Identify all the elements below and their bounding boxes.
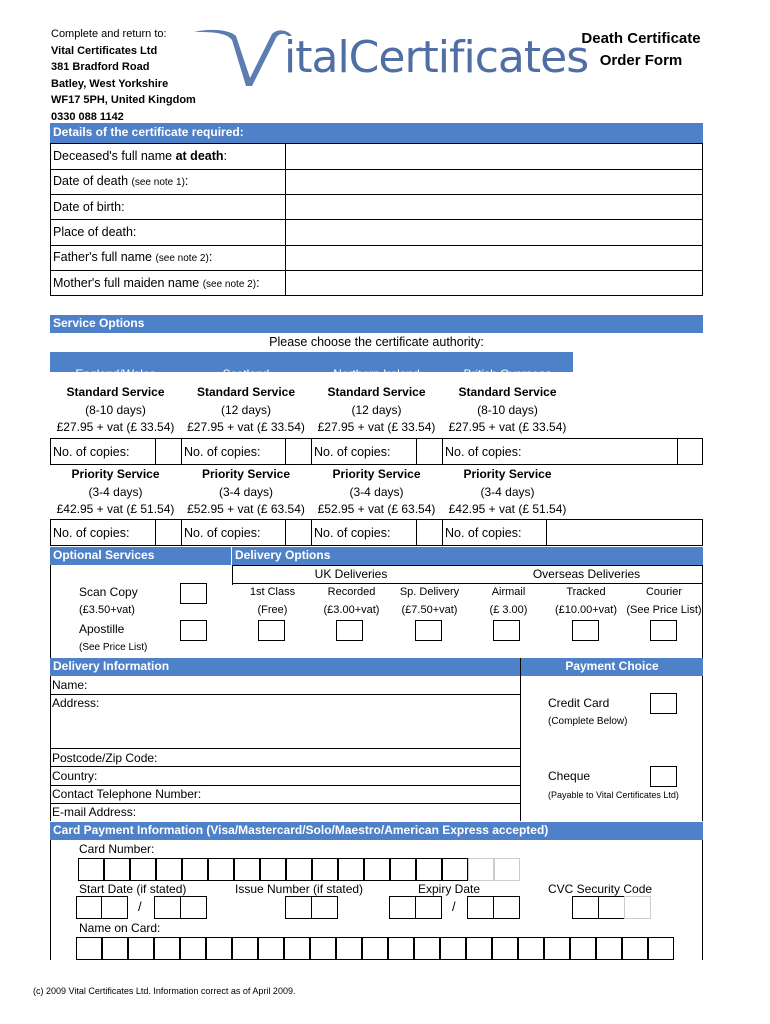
delivery-special-label: Sp. Delivery: [399, 586, 460, 598]
logo-text: italCertificates: [284, 32, 589, 83]
credit-card-checkbox[interactable]: [650, 693, 677, 714]
details-heading-bar: [50, 123, 703, 143]
std-copies-england-input[interactable]: [156, 439, 180, 464]
name-char-cell[interactable]: [570, 937, 596, 960]
name-char-cell[interactable]: [154, 937, 180, 960]
optional-heading-bar: [50, 547, 231, 565]
apostille-note: (See Price List): [79, 642, 148, 653]
pri-copies-overseas-input[interactable]: [547, 520, 571, 545]
issue-number-label: Issue Number (if stated): [235, 882, 364, 896]
card-digit-cell[interactable]: [182, 858, 208, 881]
pri-british-overseas: Priority Service (3-4 days) £42.95 + vat (£ 51.54): [448, 467, 567, 516]
delivery-courier-checkbox[interactable]: [650, 620, 677, 641]
postcode-label: Postcode/Zip Code:: [52, 751, 158, 765]
name-char-cell[interactable]: [258, 937, 284, 960]
std-england: Standard Service (8-10 days) £27.95 + vat (£ 33.54): [56, 385, 175, 434]
return-line: 381 Bradford Road: [51, 61, 150, 73]
issue-number-cell[interactable]: [311, 896, 338, 919]
name-char-cell[interactable]: [128, 937, 154, 960]
delivery-info-heading: Delivery Information: [53, 659, 170, 673]
card-digit-cell[interactable]: [468, 858, 494, 881]
uk-deliveries-heading: UK Deliveries: [314, 567, 388, 581]
cvc-cell[interactable]: [624, 896, 651, 919]
start-date-slash: /: [138, 899, 142, 914]
return-line: 0330 088 1142: [51, 110, 124, 123]
return-line: Complete and return to:: [51, 28, 167, 40]
pri-scotland: Priority Service (3-4 days) £52.95 + vat (£ 63.54): [187, 467, 305, 516]
card-digit-cell[interactable]: [104, 858, 130, 881]
card-digit-cell[interactable]: [312, 858, 338, 881]
delivery-options-heading-bar: [232, 547, 703, 565]
card-digit-cell[interactable]: [234, 858, 260, 881]
mother-name-input[interactable]: [286, 271, 702, 295]
std-copies-overseas-label: No. of copies:: [445, 445, 522, 459]
postcode-input[interactable]: [170, 749, 519, 766]
card-digit-cell[interactable]: [130, 858, 156, 881]
name-on-card-label: Name on Card:: [79, 921, 161, 935]
delivery-airmail-price: (£ 3.00): [489, 604, 528, 616]
card-number-label: Card Number:: [79, 842, 155, 856]
name-char-cell[interactable]: [362, 937, 388, 960]
cheque-label: Cheque: [548, 769, 591, 783]
pri-copies-scotland-input[interactable]: [286, 520, 310, 545]
address-label: Address:: [52, 696, 100, 710]
std-scotland: Standard Service (12 days) £27.95 + vat (£ 33.54): [187, 385, 305, 434]
expiry-date-slash: /: [452, 899, 456, 914]
email-input[interactable]: [150, 804, 519, 821]
pri-copies-scotland-label: No. of copies:: [184, 526, 261, 540]
card-number-input[interactable]: [78, 858, 521, 881]
name-char-cell[interactable]: [466, 937, 492, 960]
name-char-cell[interactable]: [648, 937, 674, 960]
std-copies-england-label: No. of copies:: [53, 445, 130, 459]
pri-copies-ni-label: No. of copies:: [314, 526, 391, 540]
credit-card-label: Credit Card: [548, 696, 610, 710]
name-on-card-input[interactable]: [76, 937, 674, 960]
deceased-name-input[interactable]: [286, 144, 702, 169]
phone-input[interactable]: [220, 786, 519, 803]
place-of-death-label: Place of death:: [53, 225, 137, 239]
delivery-tracked-price: (£10.00+vat): [554, 604, 618, 616]
card-digit-cell[interactable]: [208, 858, 234, 881]
name-char-cell[interactable]: [622, 937, 648, 960]
apostille-checkbox[interactable]: [180, 620, 207, 641]
delivery-tracked-checkbox[interactable]: [572, 620, 599, 641]
expiry-year-cell[interactable]: [493, 896, 520, 919]
name-label: Name:: [52, 678, 88, 692]
form-title-line-2: Order Form: [599, 52, 683, 69]
form-title-line-1: Death Certificate: [581, 30, 701, 47]
authority-england: England/Wales: [75, 367, 156, 381]
pri-copies-england-label: No. of copies:: [53, 526, 130, 540]
card-digit-cell[interactable]: [260, 858, 286, 881]
pri-copies-ni-input[interactable]: [417, 520, 441, 545]
start-month-cell[interactable]: [76, 896, 102, 919]
card-digit-cell[interactable]: [442, 858, 468, 881]
start-month-cell[interactable]: [101, 896, 128, 919]
expiry-month-cell[interactable]: [415, 896, 442, 919]
delivery-info-heading-bar: [50, 658, 520, 676]
name-char-cell[interactable]: [310, 937, 336, 960]
pri-copies-overseas-label: No. of copies:: [445, 526, 522, 540]
return-line: Vital Certificates Ltd: [51, 44, 158, 57]
credit-card-note: (Complete Below): [548, 716, 628, 727]
name-char-cell[interactable]: [206, 937, 232, 960]
name-char-cell[interactable]: [76, 937, 102, 960]
card-digit-cell[interactable]: [78, 858, 104, 881]
scan-copy-price: (£3.50+vat): [79, 604, 135, 616]
scan-copy-label: Scan Copy: [79, 585, 138, 599]
date-of-birth-label: Date of birth:: [53, 200, 125, 214]
father-name-input[interactable]: [286, 246, 702, 270]
name-input[interactable]: [100, 677, 519, 694]
cvc-cell[interactable]: [572, 896, 599, 919]
std-copies-scotland-input[interactable]: [286, 439, 310, 464]
deceased-name-label: Deceased's full name at death:: [53, 149, 228, 163]
expiry-year-cell[interactable]: [467, 896, 494, 919]
authority-prompt: Please choose the certificate authority:: [269, 335, 484, 349]
return-address: [51, 26, 196, 125]
optional-heading: Optional Services: [53, 548, 155, 562]
delivery-tracked-label: Tracked: [566, 586, 606, 598]
name-char-cell[interactable]: [284, 937, 310, 960]
delivery-recorded-price: (£3.00+vat): [323, 604, 380, 616]
std-copies-ni-input[interactable]: [417, 439, 441, 464]
father-name-label: Father's full name (see note 2):: [53, 250, 213, 264]
name-char-cell[interactable]: [102, 937, 128, 960]
delivery-1st-class-checkbox[interactable]: [258, 620, 285, 641]
start-date-label: Start Date (if stated): [79, 882, 187, 896]
card-digit-cell[interactable]: [416, 858, 442, 881]
cvc-cell[interactable]: [598, 896, 625, 919]
expiry-month-cell[interactable]: [389, 896, 416, 919]
form-title: [566, 28, 716, 72]
authority-british-overseas: British Overseas: [463, 367, 552, 381]
country-input[interactable]: [110, 767, 519, 785]
mother-name-label: Mother's full maiden name (see note 2):: [53, 276, 260, 290]
apostille-label: Apostille: [79, 622, 125, 636]
delivery-1st-class-price: (Free): [257, 604, 288, 616]
name-char-cell[interactable]: [518, 937, 544, 960]
std-copies-scotland-label: No. of copies:: [184, 445, 261, 459]
name-char-cell[interactable]: [180, 937, 206, 960]
payment-heading-bar: [521, 658, 703, 676]
service-heading: Service Options: [53, 316, 145, 330]
email-label: E-mail Address:: [52, 805, 137, 819]
address-input[interactable]: [110, 695, 519, 748]
cvc-label: CVC Security Code: [548, 882, 653, 896]
card-heading-bar: [50, 822, 703, 840]
service-heading-bar: [50, 315, 703, 333]
name-char-cell[interactable]: [232, 937, 258, 960]
date-of-birth-input[interactable]: [286, 195, 702, 219]
start-year-cell[interactable]: [154, 896, 181, 919]
card-digit-cell[interactable]: [156, 858, 182, 881]
pri-england: Priority Service (3-4 days) £42.95 + vat (£ 51.54): [56, 467, 175, 516]
scan-copy-checkbox[interactable]: [180, 583, 207, 604]
pri-copies-england-input[interactable]: [156, 520, 180, 545]
card-digit-cell[interactable]: [494, 858, 520, 881]
delivery-options-heading: Delivery Options: [235, 548, 331, 562]
return-line: WF17 5PH, United Kingdom: [51, 94, 196, 106]
name-char-cell[interactable]: [336, 937, 362, 960]
std-copies-ni-label: No. of copies:: [314, 445, 391, 459]
delivery-1st-class-label: 1st Class: [249, 586, 296, 598]
footer-copyright: (c) 2009 Vital Certificates Ltd. Information correct as of April 2009.: [33, 986, 296, 996]
delivery-airmail-label: Airmail: [491, 586, 526, 598]
expiry-date-label: Expiry Date: [418, 882, 481, 896]
name-char-cell[interactable]: [414, 937, 440, 960]
name-char-cell[interactable]: [388, 937, 414, 960]
delivery-special-checkbox[interactable]: [415, 620, 442, 641]
name-char-cell[interactable]: [596, 937, 622, 960]
card-digit-cell[interactable]: [390, 858, 416, 881]
card-heading: Card Payment Information (Visa/Mastercard/Solo/Maestro/American Express accepted): [53, 823, 549, 837]
cheque-checkbox[interactable]: [650, 766, 677, 787]
delivery-courier-label: Courier: [645, 586, 683, 598]
delivery-recorded-label: Recorded: [327, 586, 376, 598]
delivery-airmail-checkbox[interactable]: [493, 620, 520, 641]
place-of-death-input[interactable]: [286, 220, 702, 245]
name-char-cell[interactable]: [440, 937, 466, 960]
phone-label: Contact Telephone Number:: [52, 787, 202, 801]
date-of-death-label: Date of death (see note 1):: [53, 174, 189, 188]
authority-northern-ireland: Northern Ireland: [333, 367, 420, 381]
std-british-overseas: Standard Service (8-10 days) £27.95 + vat (£ 33.54): [448, 385, 567, 434]
delivery-courier-price: (See Price List): [626, 604, 702, 616]
payment-heading: Payment Choice: [565, 659, 659, 673]
card-digit-cell[interactable]: [338, 858, 364, 881]
std-northern-ireland: Standard Service (12 days) £27.95 + vat (£ 33.54): [317, 385, 436, 434]
details-heading: Details of the certificate required:: [53, 125, 244, 139]
return-line: Batley, West Yorkshire: [51, 77, 169, 90]
name-char-cell[interactable]: [544, 937, 570, 960]
delivery-special-price: (£7.50+vat): [401, 604, 458, 616]
std-copies-overseas-input[interactable]: [678, 439, 702, 464]
overseas-deliveries-heading: Overseas Deliveries: [532, 567, 641, 581]
start-year-cell[interactable]: [180, 896, 207, 919]
date-of-death-input[interactable]: [286, 170, 702, 194]
delivery-recorded-checkbox[interactable]: [336, 620, 363, 641]
country-label: Country:: [52, 769, 98, 783]
card-digit-cell[interactable]: [286, 858, 312, 881]
issue-number-cell[interactable]: [285, 896, 312, 919]
authority-scotland: Scotland: [222, 367, 270, 381]
cheque-note: (Payable to Vital Certificates Ltd): [548, 790, 679, 800]
name-char-cell[interactable]: [492, 937, 518, 960]
card-digit-cell[interactable]: [364, 858, 390, 881]
logo: [192, 26, 589, 90]
pri-northern-ireland: Priority Service (3-4 days) £52.95 + vat (£ 63.54): [317, 467, 436, 516]
